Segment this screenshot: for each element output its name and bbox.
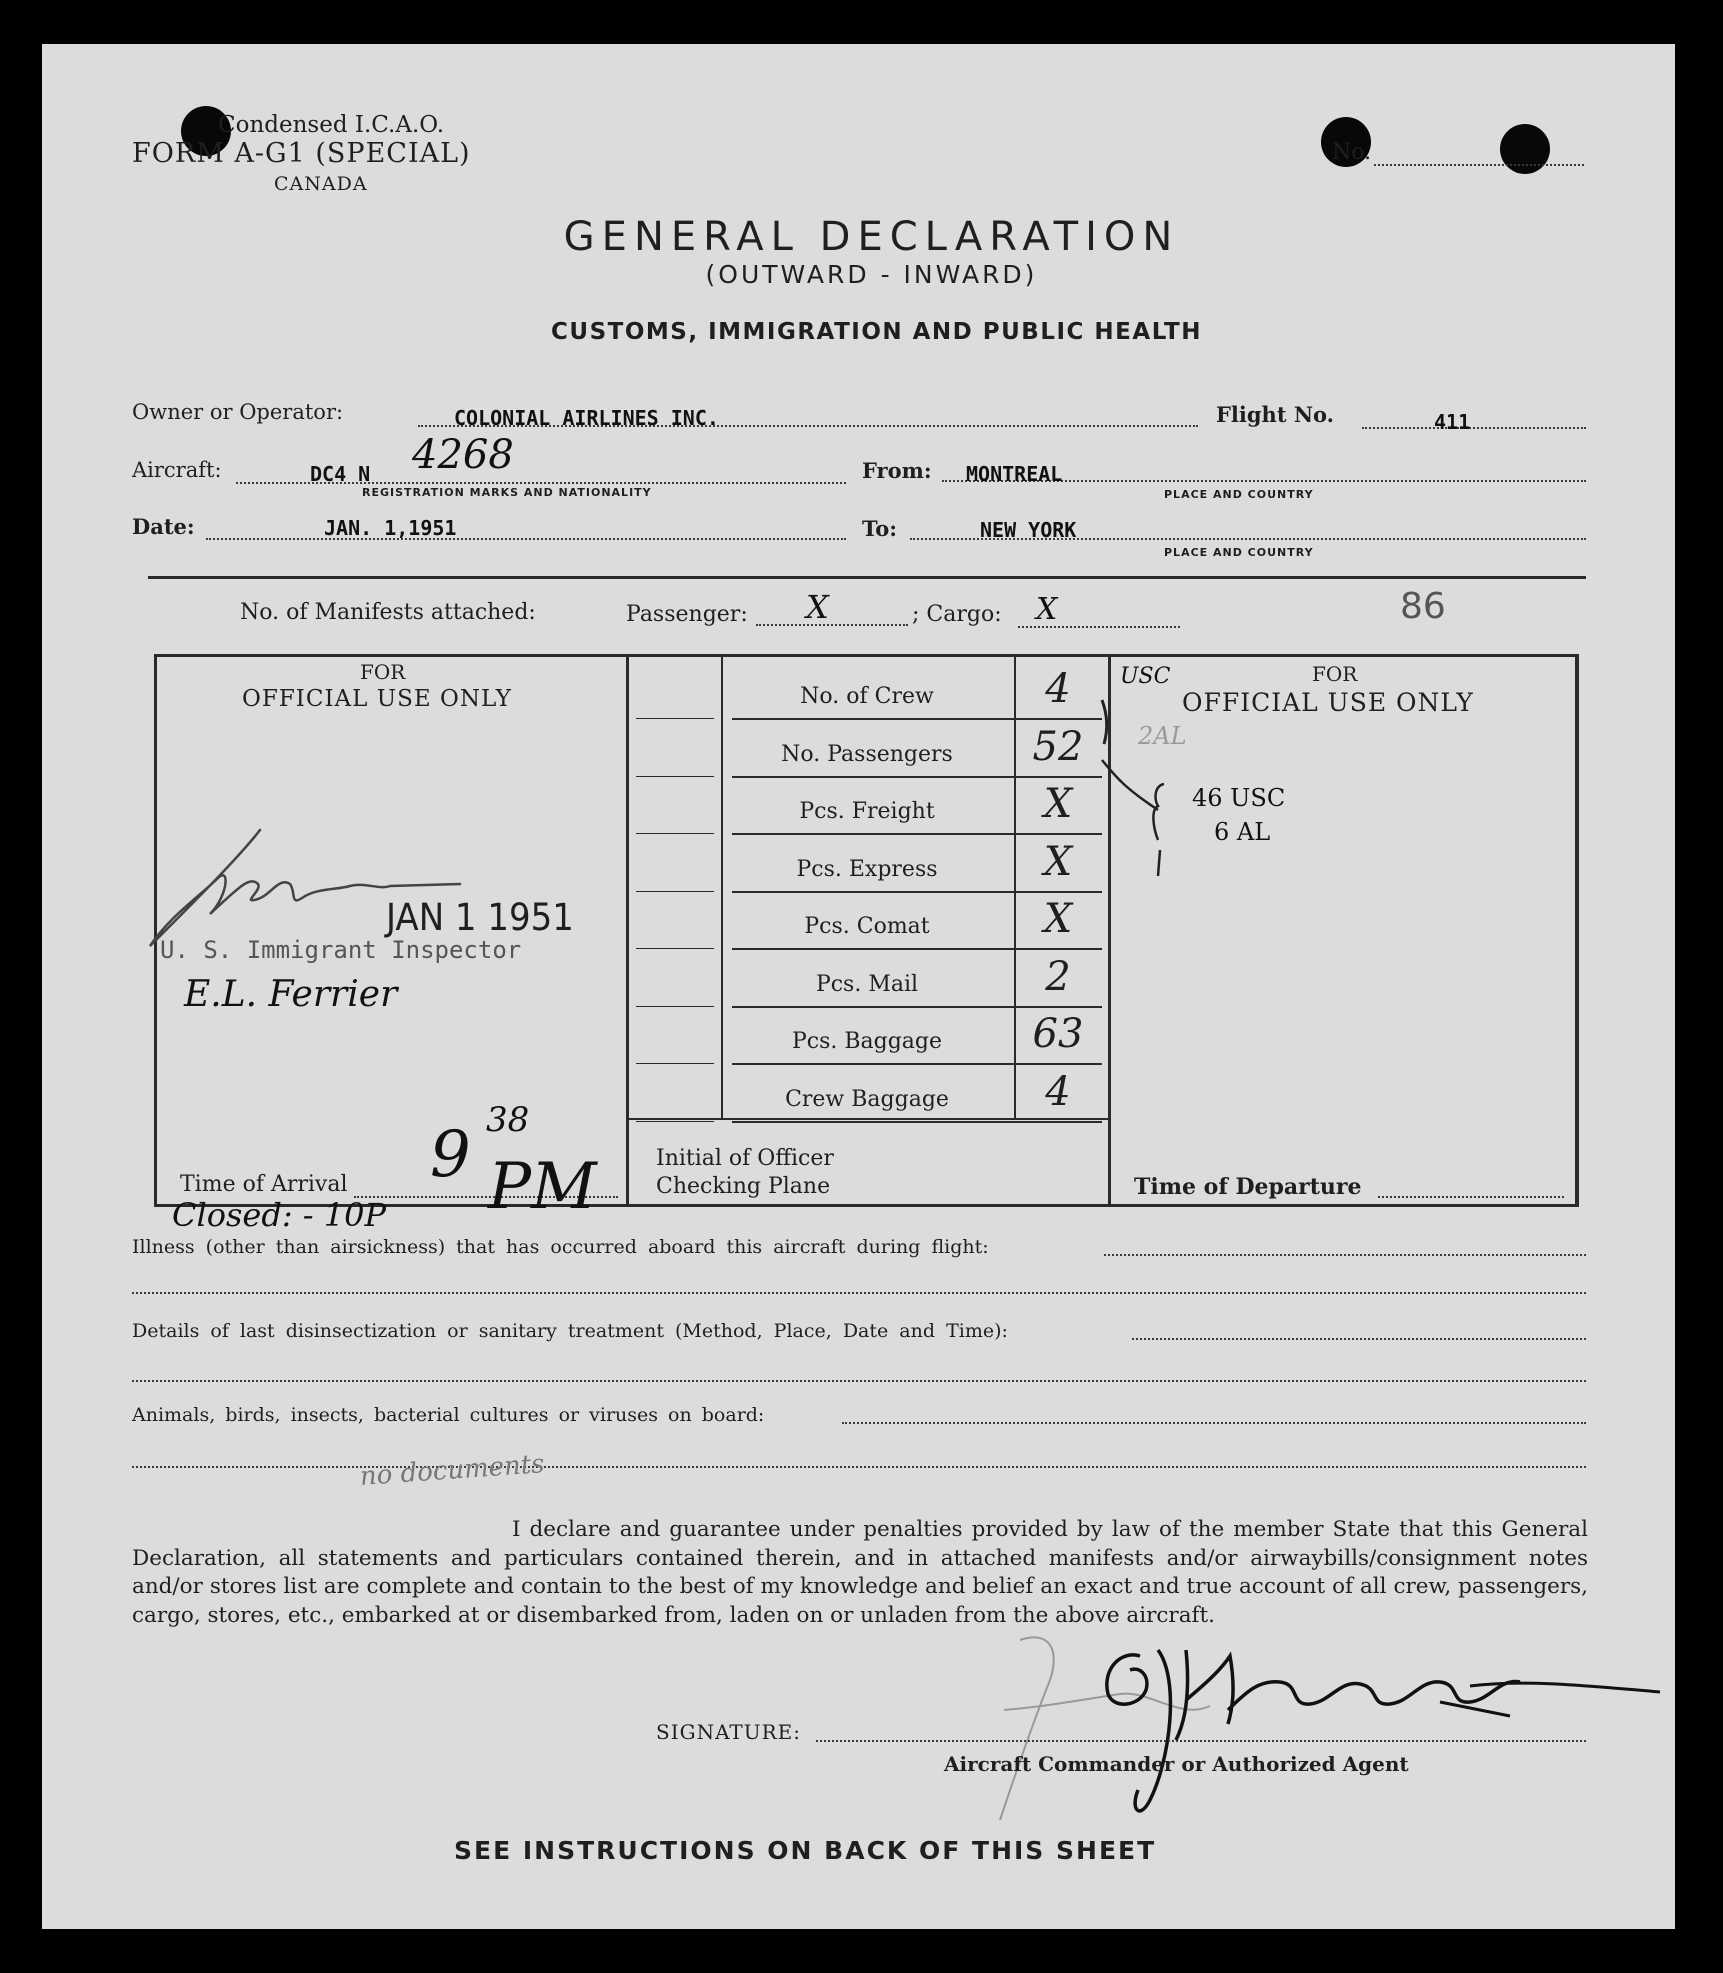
illness-line: [1104, 1254, 1586, 1256]
count-row-rule: [732, 948, 1102, 950]
count-value: 52: [1032, 723, 1084, 770]
animals-line: [842, 1422, 1586, 1424]
form-subheading: CUSTOMS, IMMIGRATION AND PUBLIC HEALTH: [551, 319, 1202, 345]
declaration-paragraph: I declare and guarantee under penalties provided by law of the member State that this General Declaration, all statements and particulars contained therein, and in attached manifests and/or airwaybills/consignment notes and/or stores list are complete and contain to the best of my knowledge and belief an exact and true account of all crew, passengers, cargo, stores, etc., embarked at or disembarked from, laden on or unladen from the above aircraft.: [132, 1517, 1588, 1628]
initials-cell-rule: [636, 718, 714, 719]
date-value: JAN. 1,1951: [324, 516, 457, 540]
count-row-rule: [732, 1006, 1102, 1008]
count-label: No. of Crew: [800, 684, 934, 709]
flight-label: Flight No.: [1216, 402, 1334, 427]
count-row-rule: [732, 776, 1102, 778]
initial-officer-line2: Checking Plane: [656, 1174, 831, 1199]
flight-value: 411: [1434, 410, 1471, 434]
passenger-manifest-value: X: [806, 588, 829, 626]
count-label: Pcs. Mail: [815, 971, 919, 997]
initials-cell-rule: [636, 891, 714, 892]
passenger-manifest-label: Passenger:: [626, 602, 748, 627]
registration-caption: REGISTRATION MARKS AND NATIONALITY: [362, 486, 652, 499]
official-right-for: FOR: [1312, 662, 1358, 686]
count-value: 2: [1045, 953, 1071, 1000]
count-value: X: [1043, 838, 1073, 885]
passenger-manifest-line: [756, 624, 908, 626]
animals-label: Animals, birds, insects, bacterial cultures or viruses on board:: [132, 1404, 765, 1426]
flight-line: [1362, 427, 1586, 429]
time-of-arrival-label: Time of Arrival: [180, 1172, 348, 1197]
initials-cell-rule: [636, 1063, 714, 1064]
date-label: Date:: [132, 514, 195, 539]
form-number-line: [1374, 164, 1584, 166]
side-number: 86: [1400, 586, 1446, 627]
disinsectization-label: Details of last disinsectization or sanitary treatment (Method, Place, Date and Time):: [132, 1320, 1008, 1342]
cargo-manifest-label: ; Cargo:: [912, 602, 1002, 627]
from-label: From:: [862, 458, 932, 483]
count-label: Pcs. Express: [796, 856, 938, 882]
disinsectization-line: [1132, 1338, 1586, 1340]
owner-label: Owner or Operator:: [132, 400, 344, 424]
count-label: Pcs. Baggage: [791, 1029, 943, 1054]
no-documents-note: no documents: [358, 1449, 546, 1492]
footer-instructions: SEE INSTRUCTIONS ON BACK OF THIS SHEET: [454, 1836, 1157, 1865]
count-row-rule: [732, 833, 1102, 835]
to-label: To:: [862, 516, 897, 541]
initials-cell-rule: [636, 1006, 714, 1007]
count-row-rule: [732, 718, 1102, 720]
crew-nationality-note-2: 2AL: [1138, 722, 1187, 750]
aircraft-registration-handwritten: 4268: [412, 432, 514, 478]
to-value: NEW YORK: [980, 518, 1077, 542]
cargo-manifest-value: X: [1036, 592, 1058, 627]
inspector-name: E.L. Ferrier: [184, 974, 398, 1015]
count-label: Pcs. Comat: [804, 914, 930, 939]
time-of-departure-line: [1378, 1196, 1564, 1198]
count-value: X: [1043, 896, 1073, 942]
animals-line-2: [132, 1466, 1586, 1468]
immigration-stamp-date: JAN 1 1951: [386, 896, 574, 940]
signature-label: SIGNATURE:: [656, 1720, 802, 1744]
count-row-rule: [732, 891, 1102, 893]
commander-signature: [990, 1610, 1670, 1840]
punch-hole-right-2: [1500, 124, 1550, 174]
count-row-rule: [732, 1063, 1102, 1065]
aircraft-value: DC4 N: [310, 462, 371, 486]
manifests-label: No. of Manifests attached:: [240, 600, 536, 625]
form-id: FORM A-G1 (SPECIAL): [132, 138, 471, 169]
form-number-label: No.: [1332, 140, 1372, 165]
form-country: CANADA: [274, 173, 368, 195]
count-value: X: [1043, 781, 1073, 827]
count-label: Pcs. Freight: [799, 799, 935, 824]
initials-cell-rule: [636, 948, 714, 949]
initial-officer-line1: Initial of Officer: [656, 1146, 834, 1171]
table-right-border: [1575, 654, 1579, 1206]
official-right-title: OFFICIAL USE ONLY: [1182, 688, 1474, 717]
initials-cell-rule: [636, 776, 714, 777]
passenger-brace: [1098, 700, 1178, 880]
illness-label: Illness (other than airsickness) that has occurred aboard this aircraft during flight:: [132, 1236, 989, 1258]
passenger-nationality-note-1: 46 USC: [1192, 784, 1286, 812]
signature-line: [816, 1740, 1586, 1742]
count-label: No. Passengers: [781, 741, 953, 767]
to-place-caption: PLACE AND COUNTRY: [1164, 546, 1314, 559]
immigration-stamp-title: U. S. Immigrant Inspector: [160, 936, 522, 964]
official-left-for: FOR: [360, 660, 406, 684]
table-top-border: [154, 654, 1576, 657]
count-value: 4: [1045, 1068, 1071, 1115]
count-value: 63: [1032, 1011, 1084, 1057]
from-place-caption: PLACE AND COUNTRY: [1164, 488, 1314, 501]
illness-line-2: [132, 1292, 1586, 1294]
form-title: GENERAL DECLARATION: [563, 214, 1180, 260]
aircraft-label: Aircraft:: [132, 458, 222, 482]
date-line: [206, 538, 846, 540]
form-condensed-line: Condensed I.C.A.O.: [218, 112, 445, 138]
time-of-arrival-pm: PM: [488, 1150, 597, 1224]
count-label: Crew Baggage: [785, 1086, 949, 1112]
passenger-nationality-note-2: 6 AL: [1214, 818, 1271, 846]
count-value: 4: [1045, 666, 1071, 712]
official-left-title: OFFICIAL USE ONLY: [242, 686, 512, 712]
from-value: MONTREAL: [966, 462, 1063, 486]
signature-caption: Aircraft Commander or Authorized Agent: [944, 1752, 1409, 1776]
header-separator: [148, 576, 1586, 579]
form-subtitle: (OUTWARD - INWARD): [705, 260, 1038, 289]
closed-note: Closed: - 10P: [172, 1196, 387, 1234]
time-of-arrival-hour: 9: [430, 1118, 471, 1192]
table-divider-left: [626, 654, 629, 1206]
crew-nationality-note: USC: [1120, 664, 1171, 689]
time-of-arrival-minutes: 38: [486, 1100, 530, 1140]
initials-cell-rule: [636, 1121, 714, 1122]
count-row-rule: [732, 1121, 1102, 1123]
owner-value: COLONIAL AIRLINES INC.: [454, 406, 719, 430]
time-of-departure-label: Time of Departure: [1134, 1174, 1362, 1200]
disinsectization-line-2: [132, 1380, 1586, 1382]
initials-cell-rule: [636, 833, 714, 834]
